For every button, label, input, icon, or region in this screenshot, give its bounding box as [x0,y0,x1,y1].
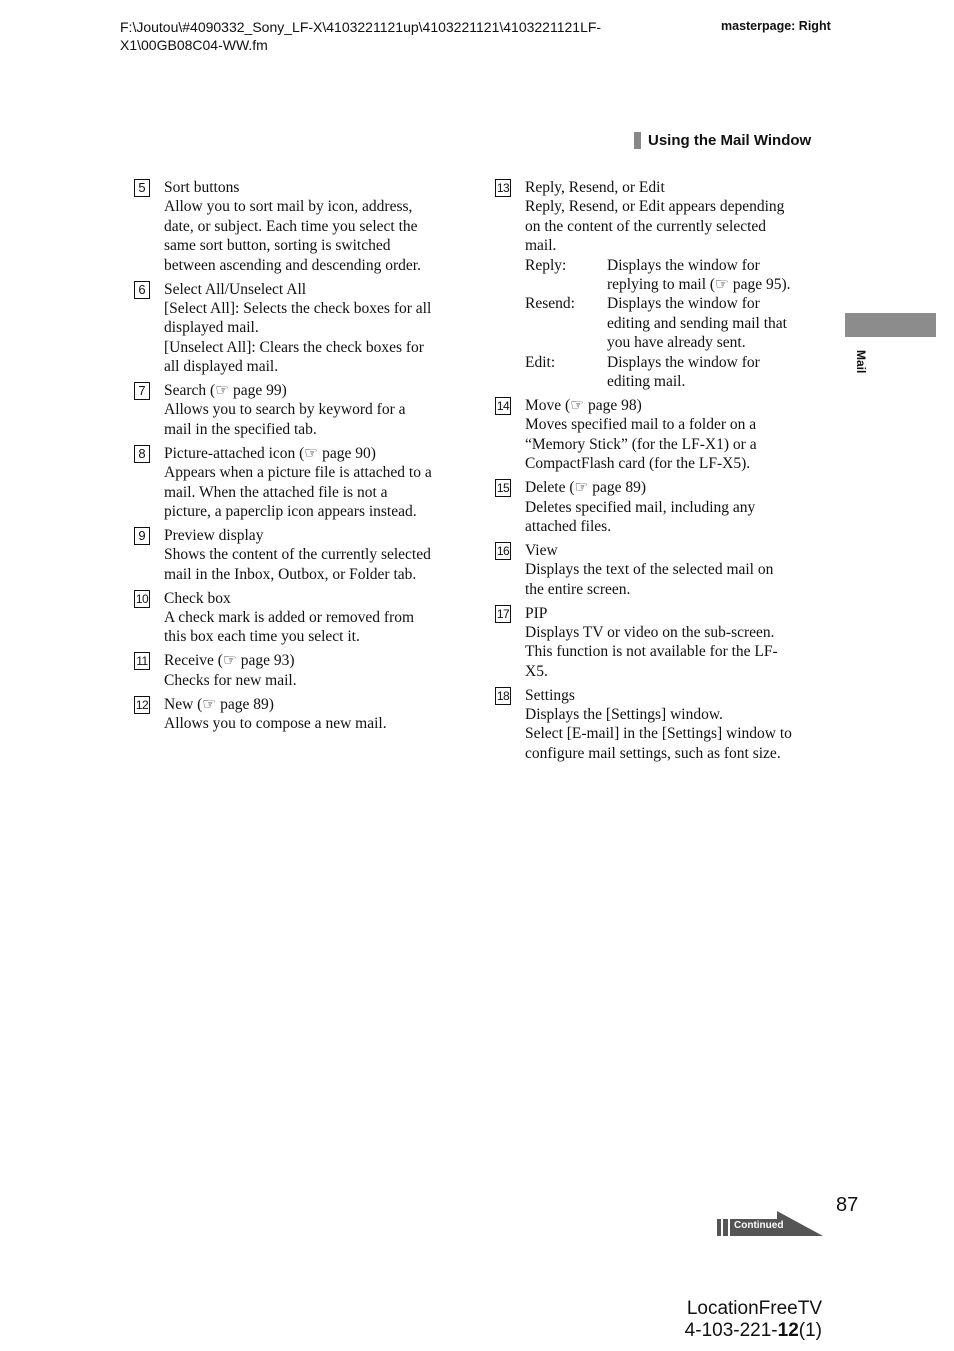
item-description: Reply, Resend, or Edit appears depending on the content of the currently selected mail. [525,198,785,255]
chapter-tab [845,313,936,337]
file-path-header: F:\Joutou\#4090332_Sony_LF-X\4103221121up\4103221121\4103221121LF-X1\00GB08C04-WW.fm [120,19,602,53]
item-title: Picture-attached icon (☞ page 90) [164,444,376,462]
item-description: Allows you to search by keyword for a mail in the specified tab. [164,401,406,438]
item-title: Move (☞ page 98) [525,396,642,414]
item-title: Receive (☞ page 93) [164,652,295,670]
item-title: PIP [525,604,548,622]
item-number-badge: 16 [496,543,510,558]
item-number-badge: 7 [134,382,150,400]
section-title: Using the Mail Window [648,132,812,149]
masterpage-label: masterpage: Right [721,19,831,33]
list-item [495,478,795,536]
item-number-badge: 12 [135,697,149,712]
chapter-tab-label: Mail [854,350,868,374]
document-code [685,1320,822,1342]
list-item [134,695,434,734]
definition-term: Edit: [525,353,556,371]
item-number-badge: 17 [496,606,510,621]
item-number-badge: 14 [496,398,510,413]
item-title: Search (☞ page 99) [164,382,287,400]
list-item [495,178,795,391]
section-heading [634,132,811,149]
list-item [495,604,795,682]
product-name: LocationFreeTV [686,1298,822,1319]
item-description: [Unselect All]: Clears the check boxes for all displayed mail. [164,338,424,376]
list-item [134,280,434,377]
item-title: Check box [164,589,231,607]
definition-term: Reply: [525,256,567,274]
item-description: Displays the text of the selected mail on the entire screen. [525,561,774,598]
item-body [164,526,434,584]
item-title: Settings [525,686,575,704]
section-marker [634,132,641,149]
item-number-badge: 8 [134,445,150,463]
item-description: Allow you to sort mail by icon, address, date, or subject. Each time you select the same sort button, sorting is switched between ascending and descending order. [164,198,421,274]
item-number-badge: 13 [496,181,510,195]
item-number-badge: 9 [134,527,150,545]
item-body [164,695,434,734]
continued-marker [717,1208,823,1238]
item-body [164,178,434,275]
item-description: Select [E-mail] in the [Settings] window to configure mail settings, such as font size. [525,725,792,762]
item-body [525,541,795,599]
item-description: Displays the [Settings] window. [525,706,723,724]
item-description: Appears when a picture file is attached to a mail. When the attached file is not a picture, a paperclip icon appears instead. [164,464,432,520]
definition-desc: Displays the window for replying to mail (☞ page 95). [607,256,791,294]
definition-term: Resend: [525,295,575,313]
page-number: 87 [836,1194,859,1216]
document-footer [685,1298,822,1342]
item-description: Shows the content of the currently selected mail in the Inbox, Outbox, or Folder tab. [164,546,431,583]
list-item [495,396,795,474]
left-column [134,178,434,738]
definition-list [525,256,795,392]
item-body [164,651,434,690]
item-body [164,381,434,439]
list-item [134,178,434,275]
item-body [164,280,434,377]
item-body [525,396,795,474]
code-bold: 12 [777,1320,799,1341]
item-description: [Select All]: Selects the check boxes for all displayed mail. [164,299,432,337]
code-suffix: (1) [798,1320,822,1341]
item-description: A check mark is added or removed from this box each time you select it. [164,609,415,646]
item-body [525,178,795,391]
item-description: Allows you to compose a new mail. [164,715,387,733]
definition-desc: Displays the window for editing mail. [607,353,760,391]
item-title: Sort buttons [164,179,240,196]
definition-desc: Displays the window for editing and sending mail that you have already sent. [607,295,787,352]
item-body [164,444,434,522]
list-item [134,589,434,647]
item-title: Reply, Resend, or Edit [525,179,665,196]
item-body [525,686,795,764]
item-title: Select All/Unselect All [164,280,307,298]
item-title: Preview display [164,526,264,544]
list-item [495,541,795,599]
code-prefix: 4-103-221- [684,1320,778,1341]
item-number-badge: 11 [134,652,150,670]
item-body [164,589,434,647]
continued-label: Continued [734,1220,784,1231]
item-number-badge: 5 [134,179,150,197]
item-description: Checks for new mail. [164,671,297,689]
list-item [495,686,795,764]
item-number-badge: 10 [135,591,149,606]
list-item [134,444,434,522]
list-item [134,526,434,584]
item-body [525,478,795,536]
item-title: Delete (☞ page 89) [525,479,647,497]
item-description: Moves specified mail to a folder on a “Memory Stick” (for the LF-X1) or a CompactFlash card (for the LF-X5). [525,416,757,473]
right-column [495,178,795,768]
list-item [134,651,434,690]
list-item [134,381,434,439]
item-description: Deletes specified mail, including any attached files. [525,498,756,535]
item-number-badge: 15 [496,481,510,496]
item-title: View [525,541,558,559]
item-body [525,604,795,682]
item-number-badge: 18 [496,688,510,703]
item-number-badge: 6 [134,281,150,299]
item-description: Displays TV or video on the sub-screen. This function is not available for the LF-X5. [525,623,778,680]
item-title: New (☞ page 89) [164,695,274,713]
